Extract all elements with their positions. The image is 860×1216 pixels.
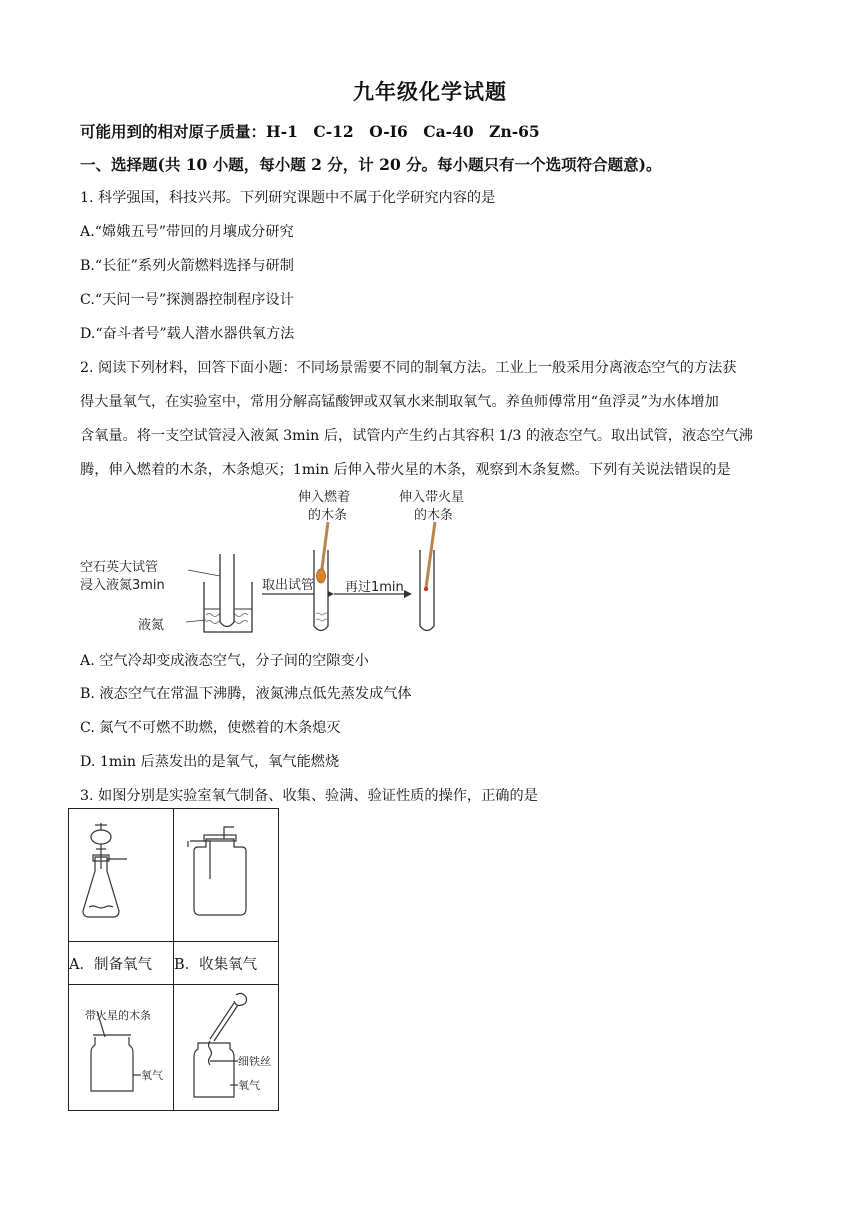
question-2-stem-line: 2. 阅读下列材料，回答下面小题：不同场景需要不同的制氧方法。工业上一般采用分离液态空气的方法获 [80, 360, 737, 376]
question-1-option-d: D.“奋斗者号”载人潜水器供氧方法 [80, 326, 295, 342]
question-1-option-a: A.“嫦娥五号”带回的月壤成分研究 [80, 224, 294, 240]
question-2-option-b: B. 液态空气在常温下沸腾，液氮沸点低先蒸发成气体 [80, 686, 412, 702]
tube-label-pointer [188, 570, 220, 576]
figure-cell-iron-wire [174, 985, 279, 1111]
iron-wire-combustion-icon [174, 985, 278, 1110]
figure-label-wait: 再过1min [345, 580, 404, 595]
collection-bottle-icon [174, 809, 278, 937]
liquid-label-pointer [186, 620, 206, 622]
quartz-test-tube [220, 554, 234, 627]
arrow-head [404, 590, 412, 598]
question-2-option-d: D. 1min 后蒸发出的是氧气，氧气能燃烧 [80, 754, 340, 770]
question-1-option-c: C.“天问一号”探测器控制程序设计 [80, 292, 294, 308]
question-3-stem: 3. 如图分别是实验室氧气制备、收集、验满、验证性质的操作，正确的是 [80, 788, 538, 804]
question-2-stem-line: 腾，伸入燃着的木条，木条熄灭；1min 后伸入带火星的木条，观察到木条复燃。下列有关说法错误的是 [80, 462, 731, 478]
figure-cell-prepare-oxygen [69, 809, 174, 942]
liquid-air-experiment-figure [76, 484, 476, 644]
flame [317, 569, 326, 583]
question-1-option-b: B.“长征”系列火箭燃料选择与研制 [80, 258, 294, 274]
test-tube-burning [314, 550, 328, 631]
label-oxygen: 氧气 [238, 1079, 260, 1092]
figure-label-burning-stick: 伸入燃着 [298, 490, 351, 505]
figure-label-tube: 空石英大试管 [80, 560, 159, 575]
verify-full-bottle-icon [69, 985, 173, 1110]
figure-label-glowing-stick: 的木条 [414, 508, 454, 523]
label-collect-oxygen: B．收集氧气 [174, 942, 279, 985]
question-3-figure-table [68, 808, 279, 1111]
page-title: 九年级化学试题 [353, 79, 507, 104]
flask-apparatus-icon [69, 809, 173, 937]
figure-label-liquid-nitrogen: 液氮 [138, 618, 165, 633]
label-prepare-oxygen: A．制备氧气 [69, 942, 174, 985]
figure-label-tube: 浸入液氮3min [80, 578, 165, 593]
label-iron-wire: 细铁丝 [238, 1055, 271, 1068]
figure-cell-check-full [69, 985, 174, 1111]
label-oxygen: 氧气 [141, 1069, 163, 1082]
label-glowing-stick: 带火星的木条 [85, 1009, 151, 1022]
figure-label-take-out: 取出试管 [262, 578, 315, 593]
question-2-stem-line: 含氧量。将一支空试管浸入液氮 3min 后，试管内产生约占其容积 1/3 的液态空气。取出试管，液态空气沸 [80, 428, 753, 444]
atomic-mass-note: 可能用到的相对原子质量：H-1 C-12 O-I6 Ca-40 Zn-65 [80, 122, 540, 141]
question-2-stem-line: 得大量氧气，在实验室中，常用分解高锰酸钾或双氧水来制取氧气。养鱼师傅常用“鱼浮灵”为水体增加 [80, 394, 719, 410]
figure-label-glowing-stick: 伸入带火星 [399, 490, 465, 505]
question-2-option-a: A. 空气冷却变成液态空气，分子间的空隙变小 [80, 653, 369, 669]
section-heading: 一、选择题(共 10 小题，每小题 2 分，计 20 分。每小题只有一个选项符合题意)。 [80, 155, 662, 174]
figure-cell-collect-oxygen [174, 809, 279, 942]
question-2-option-c: C. 氮气不可燃不助燃，使燃着的木条熄灭 [80, 720, 341, 736]
question-1-stem: 1. 科学强国，科技兴邦。下列研究课题中不属于化学研究内容的是 [80, 190, 496, 206]
figure-label-burning-stick: 的木条 [308, 508, 348, 523]
glowing-tip [424, 587, 428, 591]
